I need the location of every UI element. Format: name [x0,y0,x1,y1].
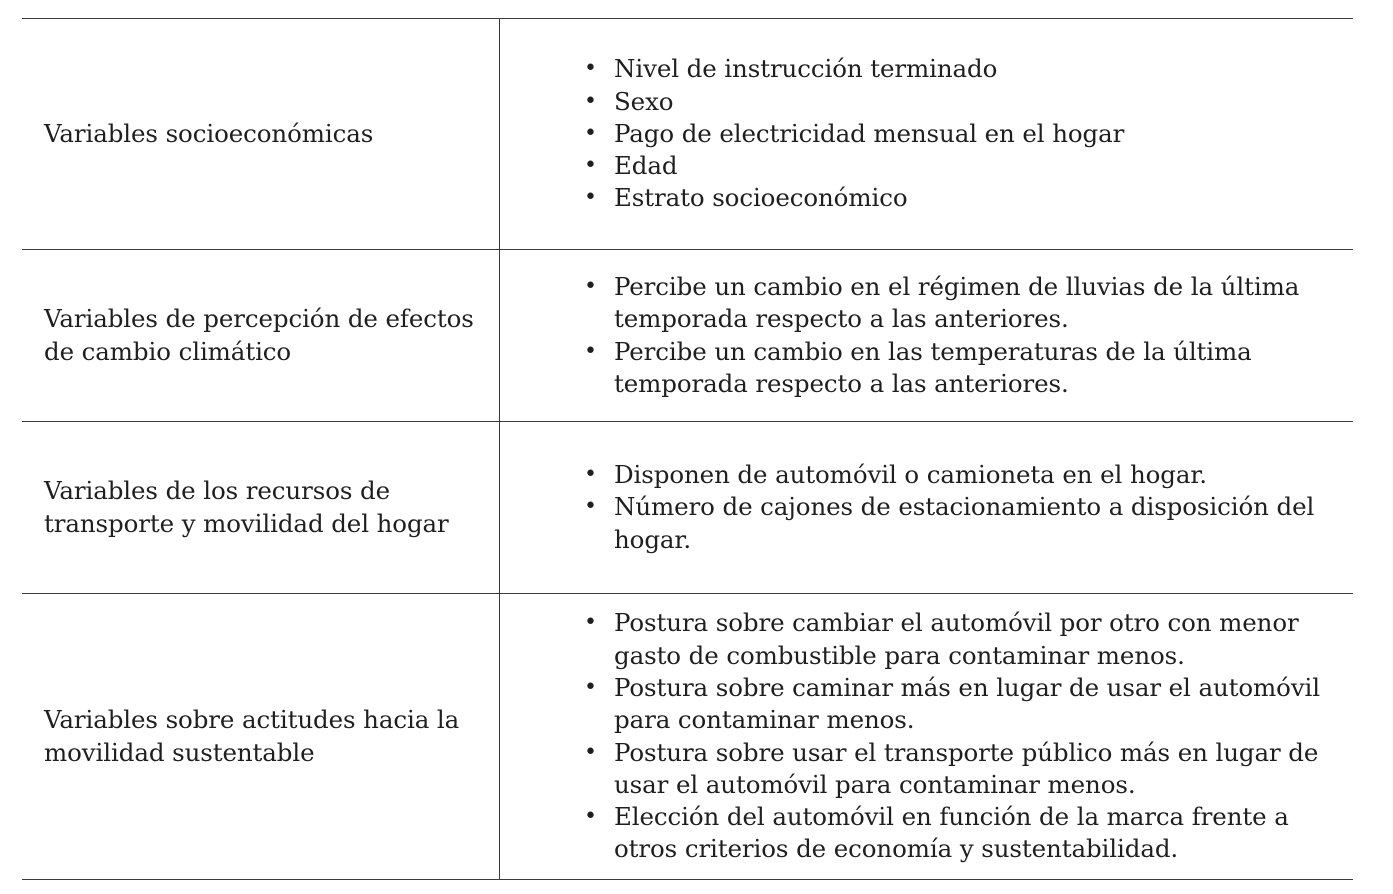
variables-table [22,18,1353,880]
column-divider [499,250,500,421]
list-item: • Nivel de instrucción terminado [614,53,1344,85]
list-item: • Estrato socioeconómico [614,182,1344,214]
bullet-icon: • [584,120,597,146]
table-row-transport-resources [22,421,1353,593]
row-label: Variables de los recursos de transporte y movilidad del hogar [44,476,449,538]
list-item: • Percibe un cambio en las temperaturas de la última temporada respecto a las anteriores. [584,336,1252,398]
row-items-cell [584,19,1344,249]
bullet-icon: • [584,153,597,179]
table-row-climate-perception [22,249,1353,421]
row-label-cell [44,594,484,879]
bullet-list [584,459,1344,556]
bullet-icon: • [584,739,597,765]
list-item: • Postura sobre caminar más en lugar de usar el automóvil para contaminar menos. [584,672,1321,735]
list-item: • Sexo [614,86,1344,118]
bullet-list [584,53,1344,214]
bullet-icon: • [584,338,597,364]
list-item: • Percibe un cambio en el régimen de lluvias de la última temporada respecto a las anteriores. [584,271,1300,334]
row-label: Variables socioeconómicas [44,118,374,148]
bullet-list [584,271,1344,400]
list-item: • Postura sobre cambiar el automóvil por otro con menor gasto de combustible para contaminar menos. [584,608,1299,670]
bullet-icon: • [584,462,597,488]
table-row-socioeconomic [22,19,1353,249]
bullet-icon: • [584,88,597,114]
list-item: • Edad [614,150,1344,182]
bullet-icon: • [584,56,597,82]
row-label-cell [44,19,484,249]
row-label: Variables sobre actitudes hacia la movilidad sustentable [44,705,460,767]
bullet-icon: • [584,185,597,211]
row-items-cell [584,250,1344,421]
column-divider [499,594,500,879]
table-row-mobility-attitudes [22,593,1353,879]
row-label-cell [44,250,484,421]
list-item: • Disponen de automóvil o camioneta en el hogar. [614,459,1344,491]
row-items-cell [584,422,1344,593]
bullet-icon: • [584,273,597,299]
list-item: • Número de cajones de estacionamiento a disposición del hogar. [584,492,1315,554]
column-divider [499,19,500,249]
row-label-cell [44,422,484,593]
bullet-icon: • [584,674,597,700]
bullet-icon: • [584,610,597,636]
column-divider [499,422,500,593]
list-item: • Pago de electricidad mensual en el hogar [614,118,1344,150]
bullet-list [584,607,1344,865]
bullet-icon: • [584,804,597,830]
list-item: • Elección del automóvil en función de la marca frente a otros criterios de economía y sustentabilidad. [584,802,1289,864]
row-items-cell [584,594,1344,879]
list-item: • Postura sobre usar el transporte público más en lugar de usar el automóvil para contaminar menos. [584,737,1319,799]
row-label: Variables de percepción de efectos de cambio climático [44,304,474,366]
bullet-icon: • [584,494,597,520]
